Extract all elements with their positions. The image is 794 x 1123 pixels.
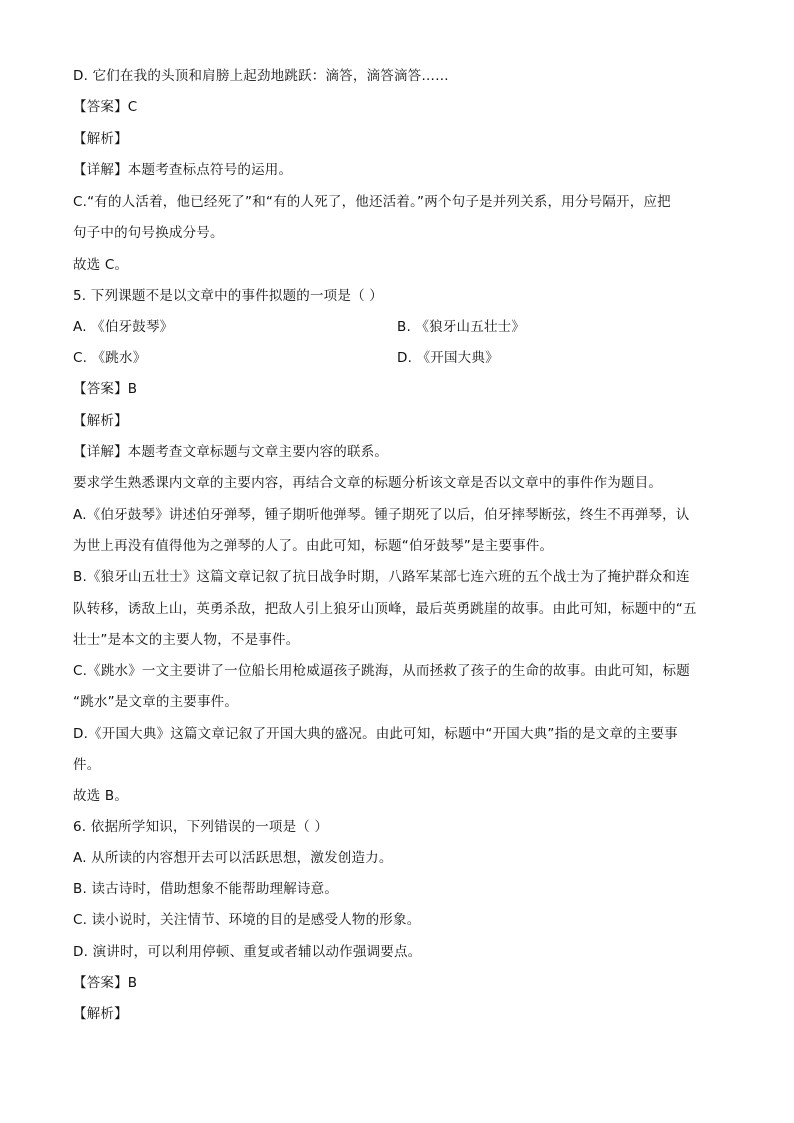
q4-analysis-heading: 【解析】 [73, 131, 128, 147]
q6-analysis-heading: 【解析】 [73, 1006, 128, 1022]
q5-detail-a-2: 为世上再没有值得他为之弹琴的人了。由此可知，标题“伯牙鼓琴”是主要事件。 [73, 538, 554, 554]
q5-detail-a-1: A.《伯牙鼓琴》讲述伯牙弹琴，锺子期听他弹琴。锺子期死了以后，伯牙摔琴断弦，终生不再弹琴，认 [73, 507, 690, 523]
q6-answer: 【答案】B [73, 975, 138, 991]
q5-conclusion: 故选 B。 [73, 788, 129, 804]
q5-analysis-heading: 【解析】 [73, 413, 128, 429]
q5-answer: 【答案】B [73, 381, 138, 397]
q5-detail-b-1: B.《狼牙山五壮士》这篇文章记叙了抗日战争时期，八路军某部七连六班的五个战士为了掩护群众和连 [73, 569, 690, 585]
q5-detail-c-2: “跳水”是文章的主要事件。 [73, 694, 239, 710]
q6-option-c: C. 读小说时，关注情节、环境的目的是感受人物的形象。 [73, 912, 421, 928]
q5-detail-b-2: 队转移，诱敌上山，英勇杀敌，把敌人引上狼牙山顶峰，最后英勇跳崖的故事。由此可知，标题中的“五 [73, 601, 697, 617]
q4-detail-heading: 【详解】本题考查标点符号的运用。 [73, 162, 293, 178]
q5-option-b: B. 《狼牙山五壮士》 [397, 319, 526, 335]
q5-detail-heading: 【详解】本题考查文章标题与文章主要内容的联系。 [73, 444, 389, 460]
q5-question: 5. 下列课题不是以文章中的事件拟题的一项是（ ） [73, 288, 383, 304]
q4-answer: 【答案】C [73, 99, 138, 115]
q6-option-b: B. 读古诗时，借助想象不能帮助理解诗意。 [73, 881, 339, 897]
q4-conclusion: 故选 C。 [73, 257, 129, 273]
q5-option-a: A. 《伯牙鼓琴》 [73, 319, 174, 335]
q5-detail-c-1: C.《跳水》一文主要讲了一位船长用枪威逼孩子跳海，从而拯救了孩子的生命的故事。由此可知，标题 [73, 663, 690, 679]
q4-option-d: D. 它们在我的头顶和肩膀上起劲地跳跃：滴答，滴答滴答…… [73, 68, 449, 84]
q6-option-a: A. 从所读的内容想开去可以活跃思想，激发创造力。 [73, 850, 393, 866]
q6-option-d: D. 演讲时，可以利用停顿、重复或者辅以动作强调要点。 [73, 944, 422, 960]
q4-detail-text-2: 句子中的句号换成分号。 [73, 225, 224, 241]
q5-detail-b-3: 壮士”是本文的主要人物，不是事件。 [73, 632, 300, 648]
q5-option-c: C. 《跳水》 [73, 350, 147, 366]
q6-question: 6. 依据所学知识，下列错误的一项是（ ） [73, 819, 329, 835]
q5-option-d: D. 《开国大典》 [397, 350, 499, 366]
q5-detail-d-2: 件。 [73, 757, 101, 773]
q4-detail-text-1: C.“有的人活着，他已经死了”和“有的人死了，他还活着。”两个句子是并列关系，用分号隔开，应把 [73, 194, 671, 210]
q5-detail-text-1: 要求学生熟悉课内文章的主要内容，再结合文章的标题分析该文章是否以文章中的事件作为题目。 [73, 475, 663, 491]
q5-detail-d-1: D.《开国大典》这篇文章记叙了开国大典的盛况。由此可知，标题中“开国大典”指的是文章的主要事 [73, 726, 678, 742]
